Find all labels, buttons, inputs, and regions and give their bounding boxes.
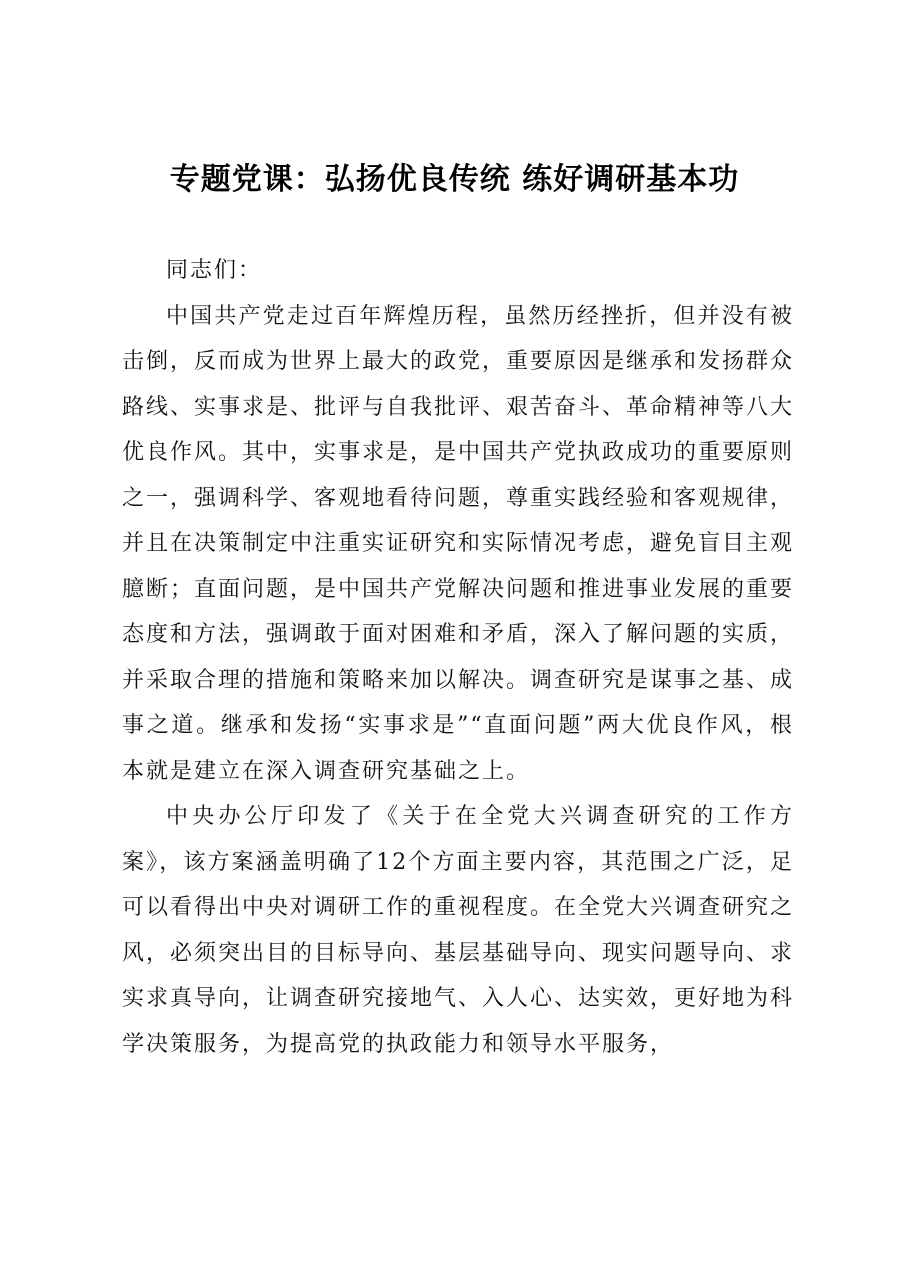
paragraph-1: 中国共产党走过百年辉煌历程，虽然历经挫折，但并没有被击倒，反而成为世界上最大的政党，重要原因是继承和发扬群众路线、实事求是、批评与自我批评、艰苦奋斗、革命精神等八大优良作风。其中，实事求是，是中国共产党执政成功的重要原则之一，强调科学、客观地看待问题，尊重实践经验和客观规律，并且在决策制定中注重实证研究和实际情况考虑，避免盲目主观臆断；直面问题，是中国共产党解决问题和推进事业发展的重要态度和方法，强调敢于面对困难和矛盾，深入了解问题的实质，并采取合理的措施和策略来加以解决。调查研究是谋事之基、成事之道。继承和发扬“实事求是”“直面问题”两大优良作风，根本就是建立在深入调查研究基础之上。 bbox=[122, 303, 795, 784]
document-body bbox=[122, 248, 794, 1067]
document-title: 专题党课：弘扬优良传统 练好调研基本功 bbox=[169, 162, 740, 197]
paragraph-2: 中央办公厅印发了《关于在全党大兴调查研究的工作方案》，该方案涵盖明确了12个方面主要内容，其范围之广泛，足可以看得出中央对调研工作的重视程度。在全党大兴调查研究之风，必须突出目的目标导向、基层基础导向、现实问题导向、求实求真导向，让调查研究接地气、入人心、达实效，更好地为科学决策服务，为提高党的执政能力和领导水平服务， bbox=[122, 804, 795, 1057]
salutation: 同志们： bbox=[166, 258, 263, 283]
